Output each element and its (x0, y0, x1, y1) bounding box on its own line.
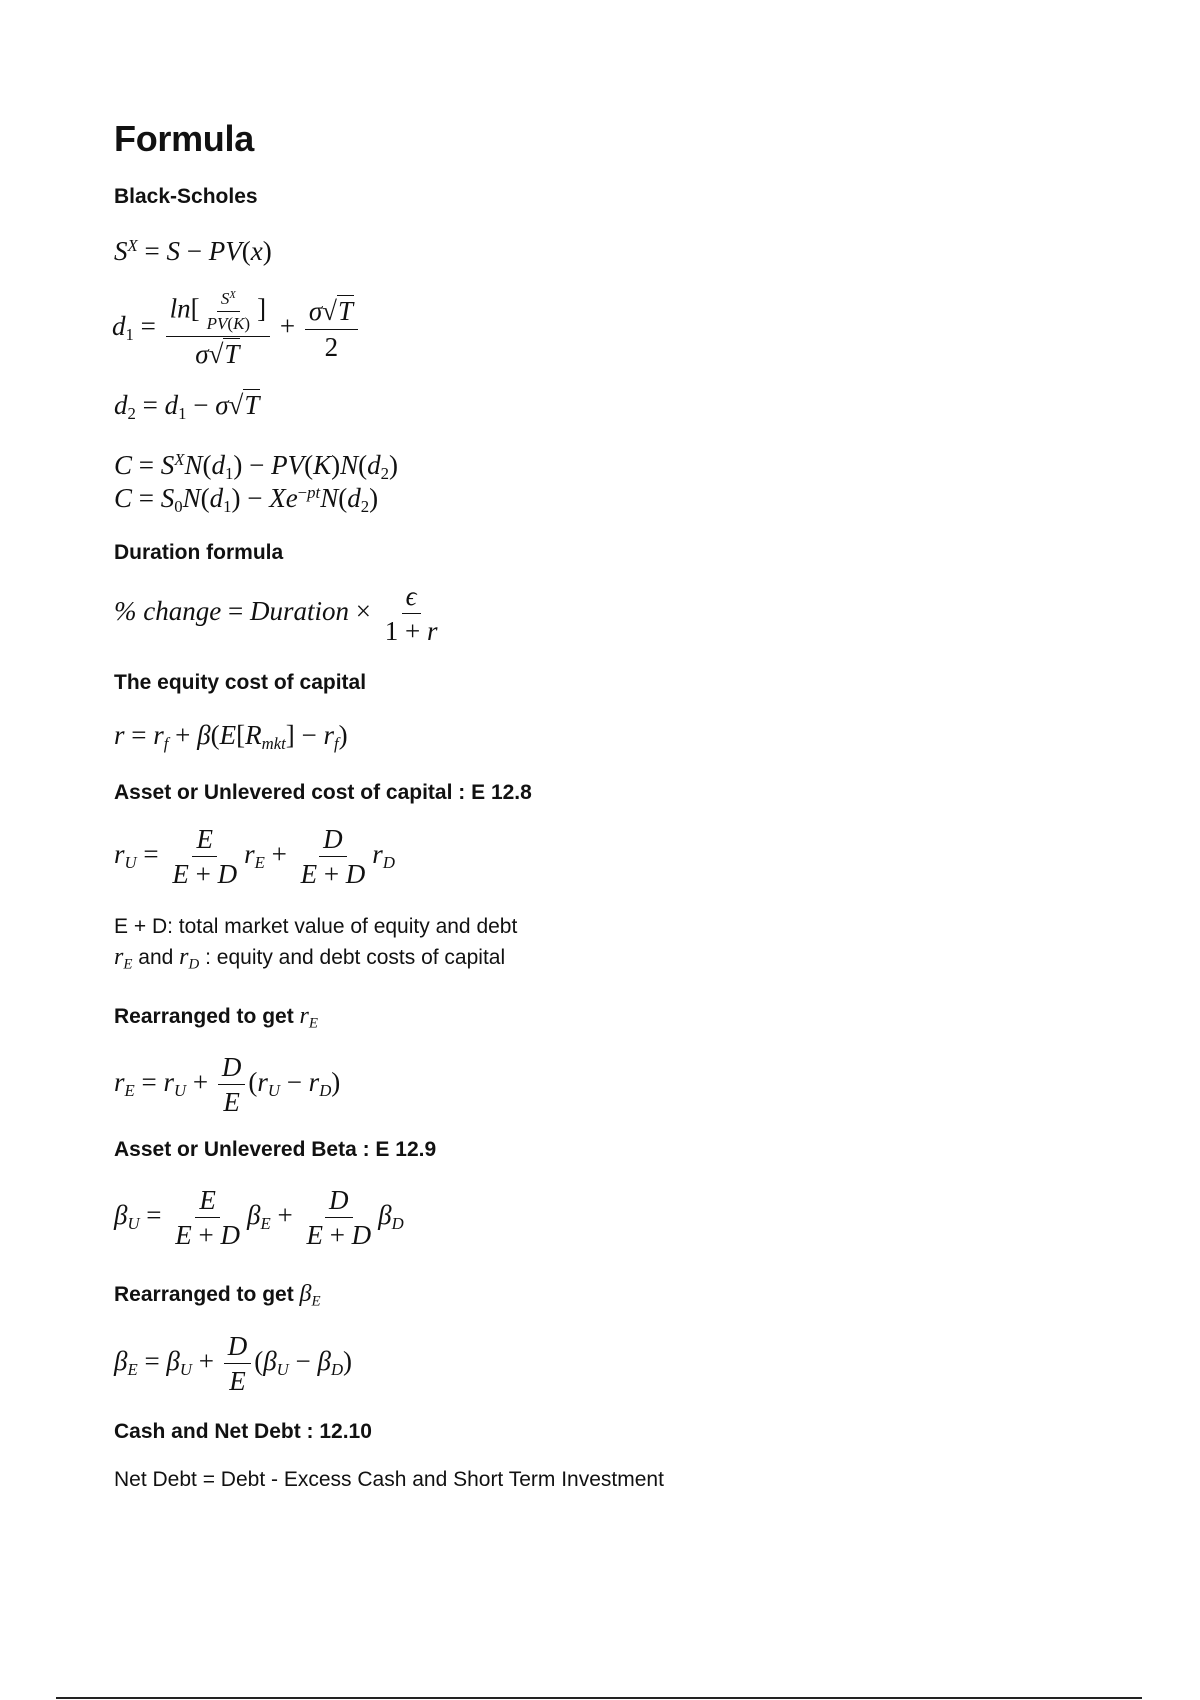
rearranged-be-text: Rearranged to get (114, 1283, 294, 1306)
heading-asset-beta: Asset or Unlevered Beta : E 12.9 (114, 1138, 437, 1161)
heading-black-scholes: Black-Scholes (114, 185, 258, 208)
page-title: Formula (114, 118, 254, 159)
heading-cash-net-debt: Cash and Net Debt : 12.10 (114, 1420, 372, 1443)
note-e-plus-d: E + D: total market value of equity and debt (114, 915, 518, 938)
formula-d1: $d_1$ = ln[ $\frac{S^X}{PV(K)}$ ] σ√T + $\frac{\sigma√T}{2}$ (112, 290, 361, 368)
heading-asset-cost: Asset or Unlevered cost of capital : E 12.8 (114, 781, 532, 804)
note-re-rd-desc: : equity and debt costs of capital (205, 946, 506, 969)
heading-equity-cost: The equity cost of capital (114, 671, 367, 694)
heading-rearranged-be: Rearranged to get $\beta_E$ (114, 1281, 321, 1310)
formula-ru: $r_U$ = $\frac{E}{E + D}$ $r_E$ + $\frac{D}{E + D}$ $r_D$ (114, 824, 395, 890)
formula-d2: $d_2 = d_1 - \sigma√T$ (114, 390, 260, 424)
heading-duration: Duration formula (114, 541, 284, 564)
formula-equity-cost: $r = r_f + \beta(E[R_{mkt}] - r_f)$ (114, 720, 348, 754)
formula-beta-e: $\beta_E = \beta_U$ + $\frac{D}{E}$ $(\beta_U - \beta_D)$ (114, 1331, 353, 1397)
duration-text: Duration (249, 596, 349, 627)
footer-rule (56, 1697, 1142, 1699)
formula-sx: $S^X = S - PV(x)$ (114, 235, 272, 266)
formula-beta-u: $\beta_U$ = $\frac{E}{E + D}$ $\beta_E$ + $\frac{D}{E + D}$ $\beta_D$ (114, 1185, 404, 1251)
formula-call-1: $C = S^XN(d_1) - PV(K)N(d_2)$ (114, 449, 398, 484)
formula-duration: % change = Duration × $\frac{\epsilon}{1 + r}$ (114, 581, 438, 647)
formula-re: $r_E = r_U$ + $\frac{D}{E}$ $(r_U - r_D)$ (114, 1052, 341, 1118)
note-re-rd: $r_E$ and $r_D$ : equity and debt costs of capital (114, 944, 506, 973)
note-and-text: and (138, 946, 174, 969)
rearranged-re-text: Rearranged to get (114, 1005, 294, 1028)
percent-change-text: % change (114, 596, 222, 627)
formula-call-2: $C = S_0N(d_1) - Xe^{-pt}N(d_2)$ (114, 482, 379, 517)
note-net-debt: Net Debt = Debt - Excess Cash and Short Term Investment (114, 1468, 664, 1491)
ln-text: ln (169, 293, 191, 324)
heading-rearranged-re: Rearranged to get $r_E$ (114, 1003, 318, 1032)
